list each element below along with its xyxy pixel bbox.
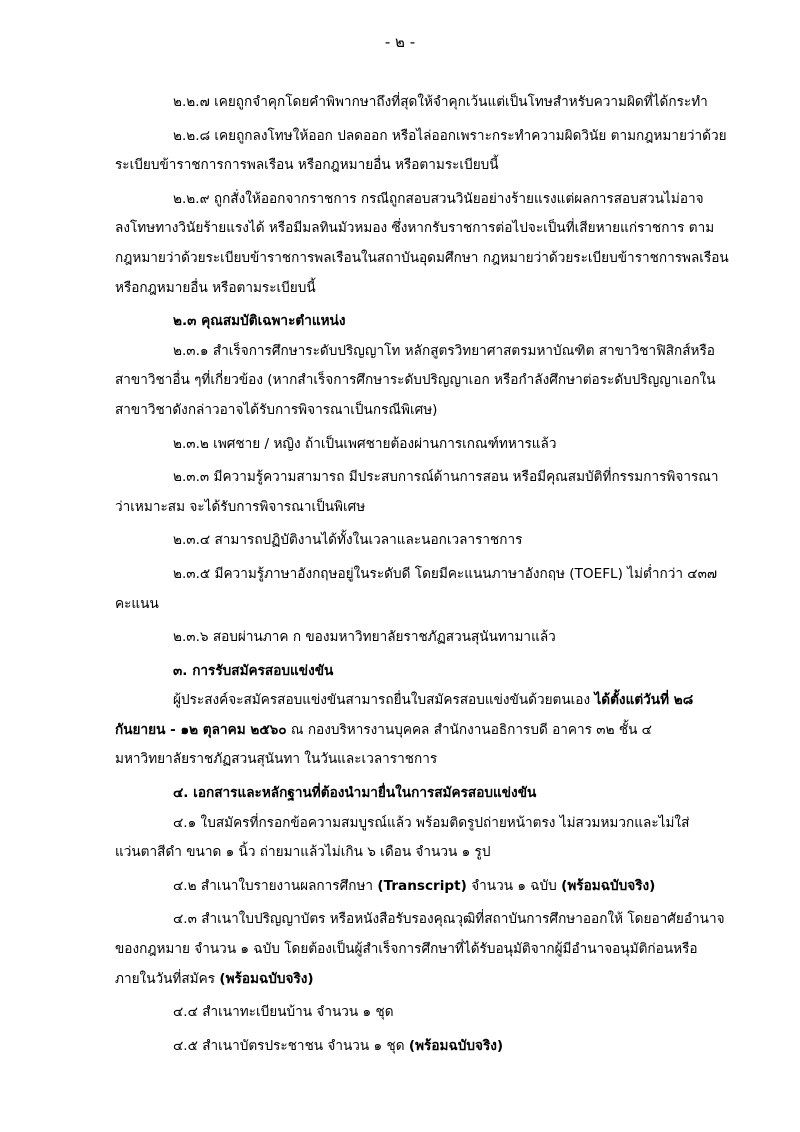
item-4-2-count: จำนวน ๑ ฉบับ [466,877,562,894]
item-4-1: ๔.๑ ใบสมัครที่กรอกข้อความสมบูรณ์แล้ว พร้อมติดรูปถ่ายหน้าตรง ไม่สวมหมวกและไม่ใส่แว่นตาสีดำ ขนาด ๑ นิ้ว ถ่ายมาแล้วไม่เกิน ๖ เดือน จำนวน ๑ รูป [115,814,690,861]
item-2-3-2: ๒.๓.๒ เพศชาย / หญิง ถ้าเป็นเพศชายต้องผ่านการเกณฑ์ทหารแล้ว [173,435,557,452]
item-2-3-5: ๒.๓.๕ มีความรู้ภาษาอังกฤษอยู่ในระดับดี โดยมีคะแนนภาษาอังกฤษ (TOEFL) ไม่ต่ำกว่า ๔๓๗ คะแนน [115,565,718,612]
item-4-2-text: ๔.๒ สำเนาใบรายงานผลการศึกษา [173,877,378,894]
item-2-3-4: ๒.๓.๔ สามารถปฏิบัติงานได้ทั้งในเวลาและนอกเวลาราชการ [173,532,523,549]
page-number: - ๒ - [384,33,416,51]
item-4-5-text: ๔.๕ สำเนาบัตรประชาชน จำนวน ๑ ชุด [173,1037,409,1054]
item-3-text-pre: ผู้ประสงค์จะสมัครสอบแข่งขันสามารถยื่นใบสมัครสอบแข่งขันด้วยตนเอง [173,692,595,709]
item-3-text-post: ณ กองบริหารงานบุคคล สำนักงานอธิการบดี อาคาร ๓๒ ชั้น ๔ มหาวิทยาลัยราชภัฏสวนสุนันทา ในวันและเวลาราชการ [115,721,652,768]
item-2-3-6: ๒.๓.๖ สอบผ่านภาค ก ของมหาวิทยาลัยราชภัฏสวนสุนันทามาแล้ว [173,629,556,646]
section-heading-3: ๓. การรับสมัครสอบแข่งขัน [173,662,334,679]
item-2-2-9: ๒.๒.๙ ถูกสั่งให้ออกจากราชการ กรณีถูกสอบสวนวินัยอย่างร้ายแรงแต่ผลการสอบสวนไม่อาจลงโทษทางวินัยร้ายแรงได้ หรือมีมลทินมัวหมอง ซึ่งหากรับราชการต่อไปจะเป็นที่เสียหายแก่ราชการ ตามกฎหมายว่าด้วยระเบียบข้าราชการพลเรือนในสถาบันอุดมศึกษา กฎหมายว่าด้วยระเบียบข้าราชการพลเรือน หรือกฎหมายอื่น หรือตามระเบียบนี้ [115,190,729,296]
item-4-4: ๔.๔ สำเนาทะเบียนบ้าน จำนวน ๑ ชุด [173,1004,394,1021]
item-2-3-3: ๒.๓.๓ มีความรู้ความสามารถ มีประสบการณ์ด้านการสอน หรือมีคุณสมบัติที่กรรมการพิจารณาว่าเหมาะสม จะได้รับการพิจารณาเป็นพิเศษ [115,469,719,515]
section-heading-2-3: ๒.๓ คุณสมบัติเฉพาะตำแหน่ง [173,313,346,330]
item-4-2 [115,872,729,902]
transcript-label: (Transcript) [377,877,467,894]
section-heading-4: ๔. เอกสารและหลักฐานที่ต้องนำมายื่นในการสมัครสอบแข่งขัน [173,785,537,802]
item-2-2-8: ๒.๒.๘ เคยถูกลงโทษให้ออก ปลดออก หรือไล่ออกเพราะกระทำความผิดวินัย ตามกฎหมายว่าด้วยระเบียบข้าราชการการพลเรือน หรือกฎหมายอื่น หรือตามระเบียบนี้ [115,127,727,174]
original-required-note: (พร้อมฉบับจริง) [561,877,656,894]
document-body [115,88,729,1061]
original-required-note: (พร้อมฉบับจริง) [219,970,314,987]
item-4-5 [115,1032,729,1062]
item-3-paragraph [115,686,729,775]
original-required-note: (พร้อมฉบับจริง) [408,1037,504,1054]
item-4-3-text: ๔.๓ สำเนาใบปริญญาบัตร หรือหนังสือรับรองคุณวุฒิที่สถาบันการศึกษาออกให้ โดยอาศัยอำนาจของกฎหมาย จำนวน ๑ ฉบับ โดยต้องเป็นผู้สำเร็จการศึกษาที่ได้รับอนุมัติจากผู้มีอำนาจอนุมัติก่อนหรือภายในวันที่สมัคร [115,911,725,987]
item-2-2-7: ๒.๒.๗ เคยถูกจำคุกโดยคำพิพากษาถึงที่สุดให้จำคุกเว้นแต่เป็นโทษสำหรับความผิดที่ได้กระทำ [173,94,708,110]
application-period: ได้ตั้งแต่วันที่ ๒๘ กันยายน - ๑๒ ตุลาคม ๒๕๖๐ [115,692,694,738]
item-2-3-1: ๒.๓.๑ สำเร็จการศึกษาระดับปริญญาโท หลักสูตรวิทยาศาสตรมหาบัณฑิต สาขาวิชาฟิสิกส์หรือสาขาวิชาอื่น ๆที่เกี่ยวข้อง (หากสำเร็จการศึกษาระดับปริญญาเอก หรือกำลังศึกษาต่อระดับปริญญาเอกในสาขาวิชาดังกล่าวอาจได้รับการพิจารณาเป็นกรณีพิเศษ) [115,342,716,418]
item-4-3 [115,905,729,994]
